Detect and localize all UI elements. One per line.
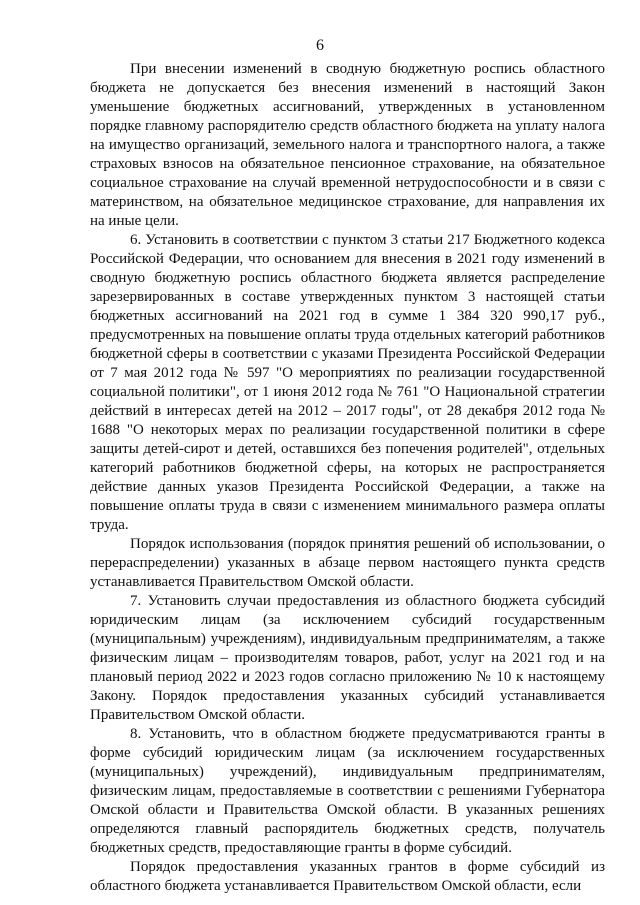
document-body — [90, 60, 605, 896]
page-number: 6 — [316, 37, 324, 54]
paragraph-item-7: 7. Установить случаи предоставления из областного бюджета субсидий юридическим лицам (за исключением субсидий государственным (муниципальным) учреждениям), индивидуальным предпринимателям, а также физическим лицам – производителям товаров, работ, услуг на 2021 год и на плановый период 2022 и 2023 годов согласно приложению № 10 к настоящему Закону. Порядок предоставления указанных субсидий устанавливается Правительством Омской области. — [90, 593, 605, 723]
paragraph-budget-changes: При внесении изменений в сводную бюджетную роспись областного бюджета не допускается без внесения изменений в настоящий Закон уменьшение бюджетных ассигнований, утвержденных в установленном порядке главному распорядителю средств областного бюджета на уплату налога на имущество организаций, земельного налога и транспортного налога, а также страховых взносов на обязательное пенсионное страхование, на обязательное социальное страхование на случай временной нетрудоспособности и в связи с материнством, на обязательное медицинское страхование, для направления их на иные цели. — [90, 61, 605, 229]
paragraph-usage-procedure: Порядок использования (порядок принятия решений об использовании, о перераспределении) указанных в абзаце первом настоящего пункта средств устанавливается Правительством Омской области. — [90, 536, 605, 590]
paragraph-item-6: 6. Установить в соответствии с пунктом 3 статьи 217 Бюджетного кодекса Российской Федерации, что основанием для внесения в 2021 году изменений в сводную бюджетную роспись областного бюджета является распределение зарезервированных в составе утвержденных пунктом 3 настоящей статьи бюджетных ассигнований на 2021 год в сумме 1 384 320 990,17 руб., предусмотренных на повышение оплаты труда отдельных категорий работников бюджетной сферы в соответствии с указами Президента Российской Федерации от 7 мая 2012 года № 597 "О мероприятиях по реализации государственной социальной политики", от 1 июня 2012 года № 761 "О Национальной стратегии действий в интересах детей на 2012 – 2017 годы", от 28 декабря 2012 года № 1688 "О некоторых мерах по реализации государственной политики в сфере защиты детей-сирот и детей, оставшихся без попечения родителей", отдельных категорий работников бюджетной сферы, на которых не распространяется действие данных указов Президента Российской Федерации, а также на повышение оплаты труда в связи с изменением минимального размера оплаты труда. — [90, 232, 605, 533]
paragraph-grants-procedure: Порядок предоставления указанных грантов в форме субсидий из областного бюджета устанавливается Правительством Омской области, если — [90, 859, 605, 894]
paragraph-item-8: 8. Установить, что в областном бюджете предусматриваются гранты в форме субсидий юридическим лицам (за исключением государственных (муниципальных) учреждений), индивидуальным предпринимателям, физическим лицам, предоставляемые в соответствии с решениями Губернатора Омской области и Правительства Омской области. В указанных решениях определяются главный распорядитель бюджетных средств, получатель бюджетных средств, предоставляющие гранты в форме субсидий. — [90, 726, 605, 856]
